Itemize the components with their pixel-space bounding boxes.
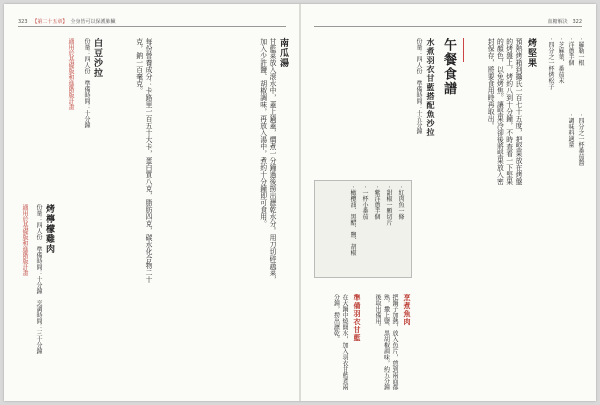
left-page-header bbox=[18, 18, 116, 25]
top-list-item-5: ‧ 四分之一杯番茄醬 bbox=[577, 114, 584, 166]
chicken-plan-note: 適用於基礎版和進階版計畫 bbox=[21, 204, 28, 276]
step1-body: 把鍋子加熱，放入魚片，煎到兩面都熟，撒上鹽、黑胡椒調味，約五分鐘後取出備用。 bbox=[374, 294, 398, 390]
left-chapter-title: 全身皆可以保護肺臟 bbox=[70, 19, 116, 25]
top-list-item-6: ‧ 調味料適量 bbox=[567, 114, 574, 148]
step1-heading: 烹煮魚肉 bbox=[403, 294, 411, 326]
top-list-item-3: ‧ 芝麻葉、番茄末 bbox=[557, 38, 564, 84]
pumpkin-heading: 南瓜湯 bbox=[278, 38, 288, 68]
salad-heading: 白豆沙拉 bbox=[92, 38, 102, 78]
left-header-rule bbox=[18, 26, 286, 27]
left-page bbox=[4, 4, 300, 401]
ingredient-2: ‧ 甜椒一顆切片 bbox=[385, 186, 392, 226]
left-chapter-label: 【第二十五章】 bbox=[32, 19, 68, 25]
right-page bbox=[300, 4, 596, 401]
ingredient-1: ‧ 紅肉魚一條 bbox=[397, 186, 404, 220]
peanut-heading: 烤堅果 bbox=[526, 38, 536, 68]
right-chapter-title: 血糖解決 bbox=[547, 19, 568, 25]
salad-meta: 份量：四人份 準備時間：十分鐘 bbox=[83, 38, 90, 128]
title-accent-rule bbox=[463, 38, 464, 62]
left-page-number: 323 bbox=[18, 19, 28, 25]
recipe-subtitle: 水煮羽衣甘藍搭配魚沙拉 bbox=[426, 38, 435, 137]
book-spread bbox=[4, 4, 596, 401]
ingredient-4: ‧ 一杯小番茄 bbox=[361, 186, 368, 220]
top-list-item-1: ‧ 羅勒一根 bbox=[577, 38, 584, 66]
step2-body: 在大鍋中燒開水，加入羽衣甘藍煮兩分鐘，撈出瀝乾。 bbox=[332, 294, 348, 390]
peanut-body: 預熱烤箱到攝氏一百七十五度，把堅果放在烤盤的烤盤上，烤約八到十分鐘，不時查看一下堅果的顏色，以免烤焦。讓堅果冷卻後將堅果放入密封保存，將要食用時再取出。 bbox=[486, 38, 522, 185]
step2-heading: 準備羽衣甘藍 bbox=[353, 294, 361, 342]
top-list-item-4: ‧ 四分之一杯烤松子 bbox=[547, 38, 554, 90]
top-list-item-2: ‧ 洋蔥半個 bbox=[567, 38, 574, 66]
right-header-rule bbox=[314, 26, 582, 27]
ingredient-3: ‧ 紫洋蔥半個 bbox=[373, 186, 380, 220]
salad-plan-note: 適用於基礎版和進階版計畫 bbox=[67, 38, 74, 110]
chicken-heading: 烤檸檬雞肉 bbox=[44, 204, 54, 254]
chicken-meta: 份量：四人份 準備時間：十分鐘 烹調時間：三十分鐘 bbox=[35, 204, 42, 354]
right-page-header bbox=[548, 18, 582, 25]
nutrition-text: 每份營養成分：卡路里一百五十大卡，蛋白質八克，脂肪四克，碳水化合物二十克，鈉一百毫克。 bbox=[134, 38, 152, 283]
lunch-recipes-title: 午餐食譜 bbox=[441, 38, 456, 96]
recipe-meta: 份量：四人份 準備時間：十五分鐘 bbox=[415, 38, 422, 134]
ingredient-5: ‧ 橄欖油、黑醋、鹽、胡椒 bbox=[349, 186, 356, 256]
right-page-number: 322 bbox=[572, 19, 582, 25]
pumpkin-body: 甘藍菜放入滾水中，蓋上鍋蓋，燜煮一分鐘過後撈出瀝乾水分。用刀切碎蔬菜，加入少許鹽、胡椒調味，再放入湯中，煮約十分鐘即可食用。 bbox=[258, 38, 276, 283]
